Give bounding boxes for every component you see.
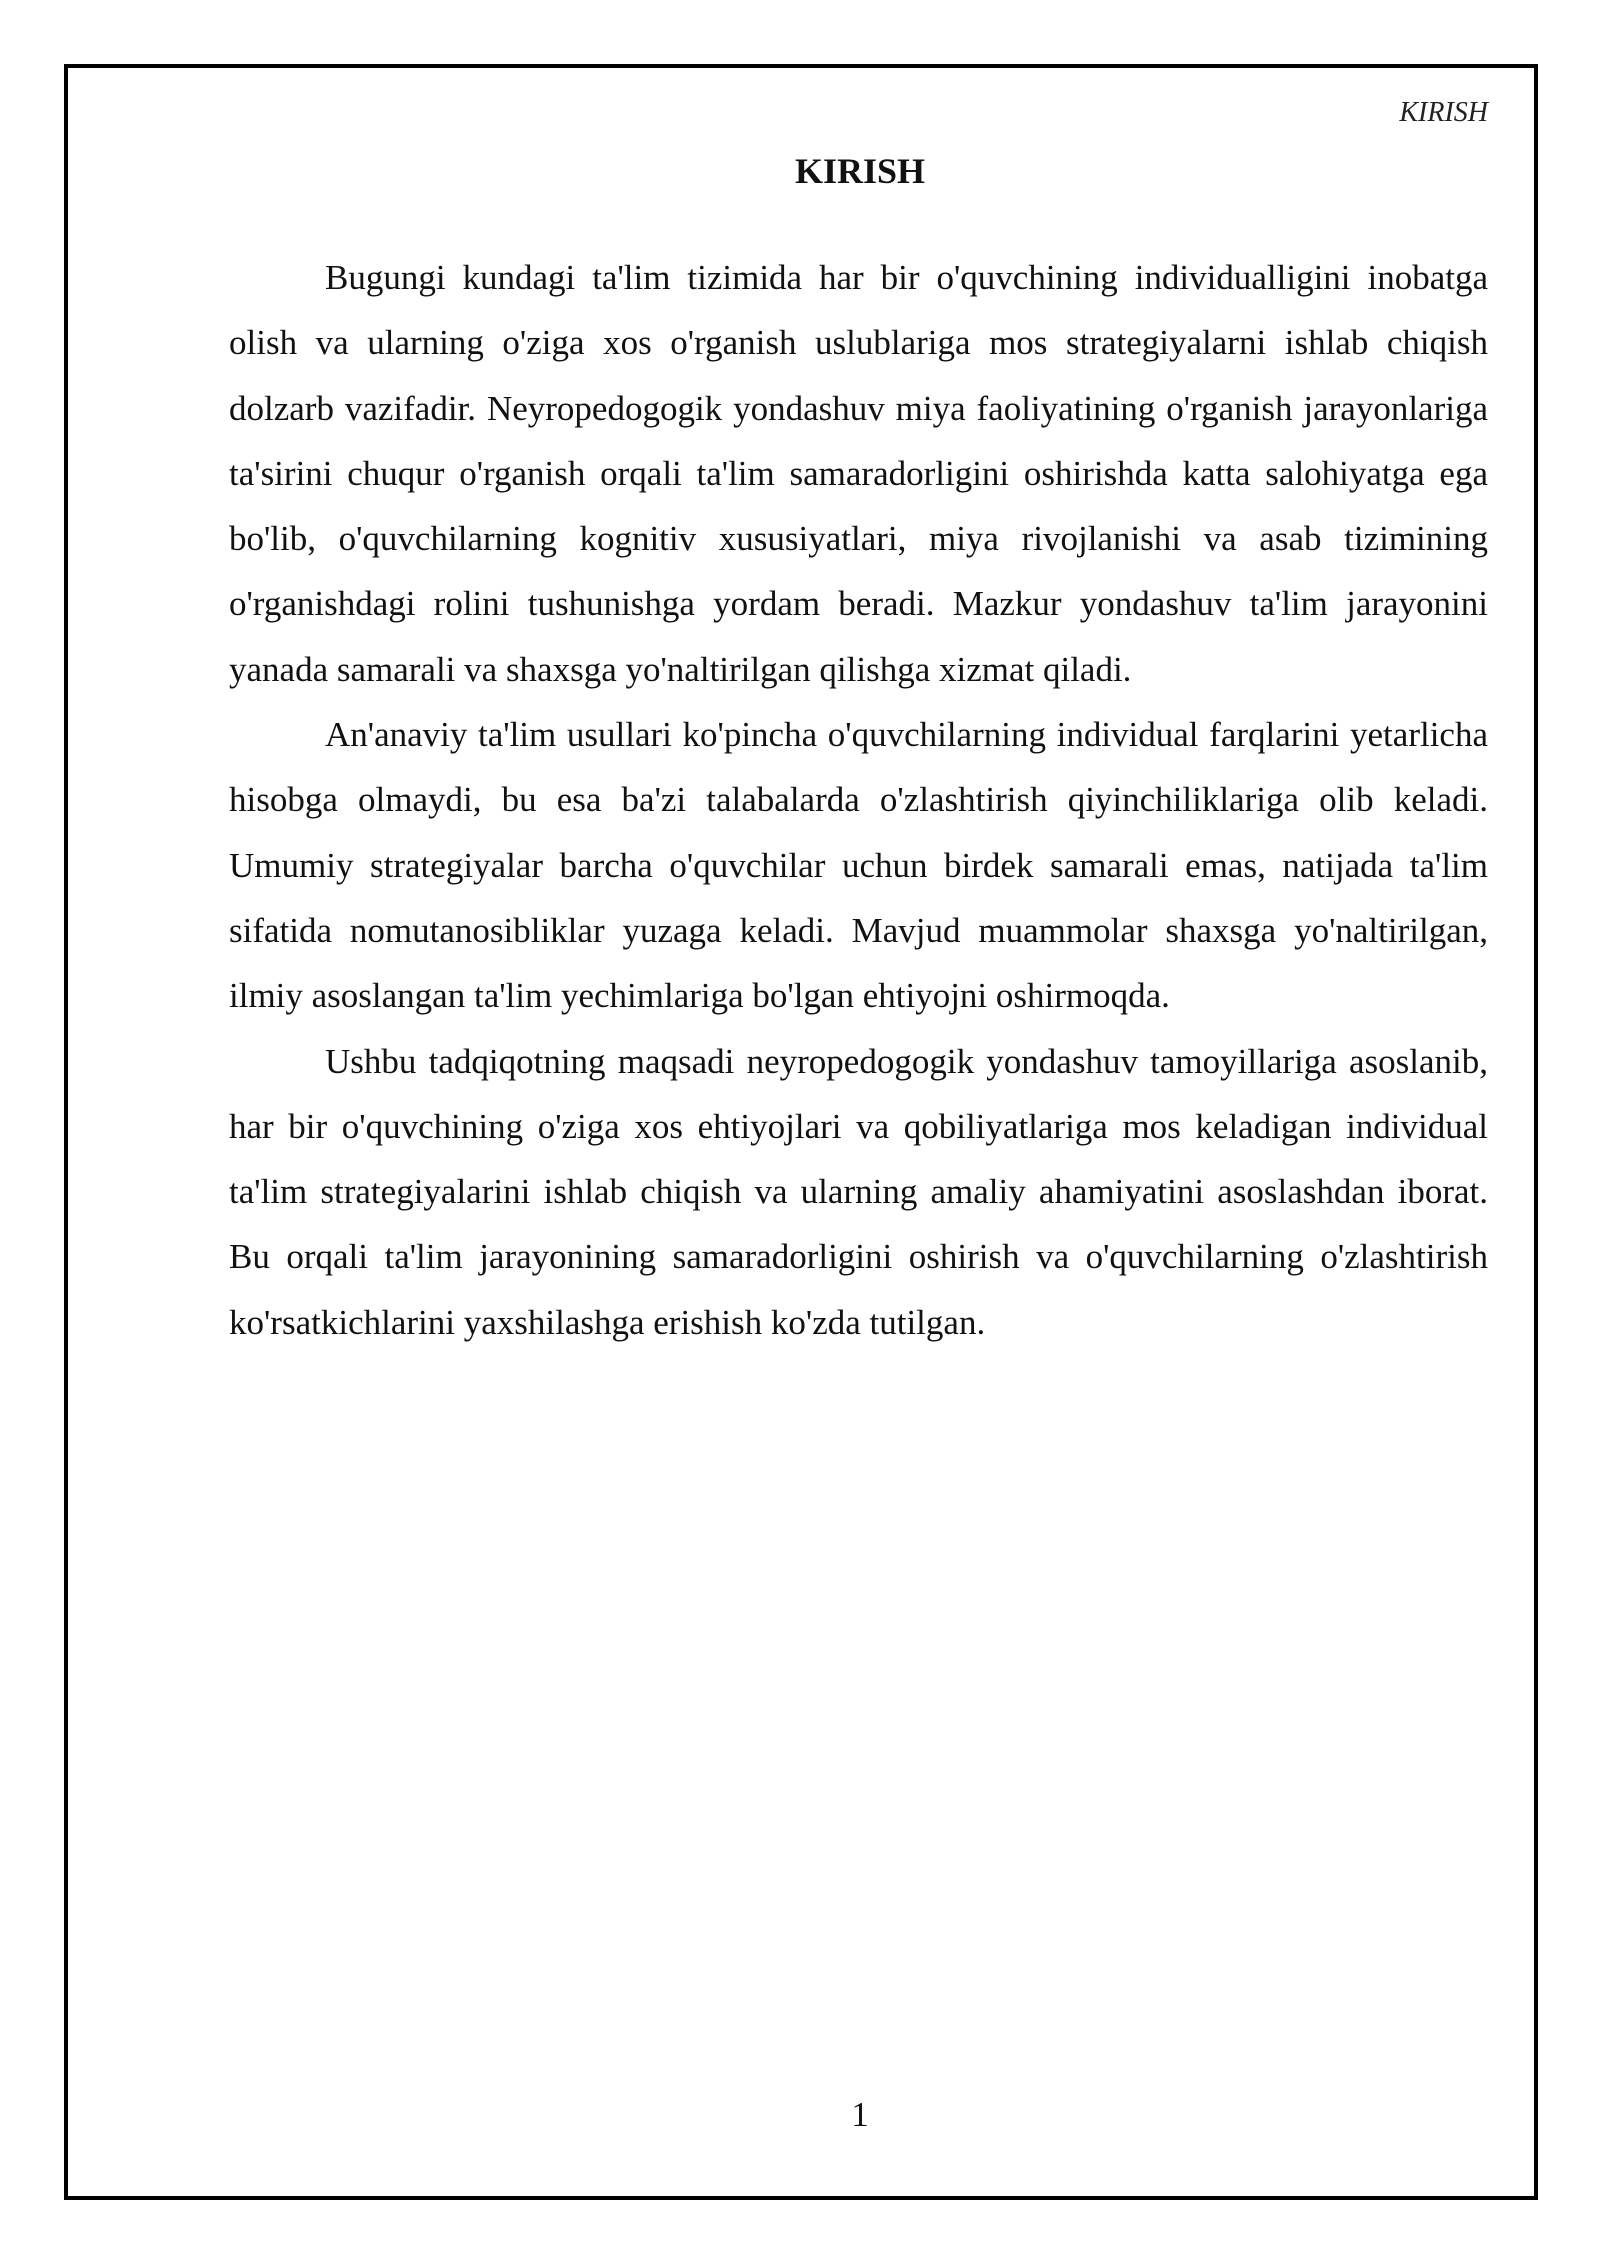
running-header: KIRISH (1399, 97, 1488, 128)
paragraph: Bugungi kundagi ta'lim tizimida har bir o'quvchining individualligini inobatga olish va ularning o'ziga xos o'rganish uslublariga mos strategiyalarni ishlab chiqish dolzarb vazifadir. Neyropedogogik yondashuv miya faoliyatining o'rganish jarayonlariga ta'sirini chuqur o'rganish orqali ta'lim samaradorligini oshirishda katta salohiyatga ega bo'lib, o'quvchilarning kognitiv xususiyatlari, miya rivojlanishi va asab tizimining o'rganishdagi rolini tushunishga yordam beradi. Mazkur yondashuv ta'lim jarayonini yanada samarali va shaxsga yo'naltirilgan qilishga xizmat qiladi. (229, 258, 1488, 689)
body-text (229, 245, 1488, 1355)
paragraph: An'anaviy ta'lim usullari ko'pincha o'quvchilarning individual farqlarini yetarlicha hisobga olmaydi, bu esa ba'zi talabalarda o'zlashtirish qiyinchiliklariga olib keladi. Umumiy strategiyalar barcha o'quvchilar uchun birdek samarali emas, natijada ta'lim sifatida nomutanosibliklar yuzaga keladi. Mavjud muammolar shaxsga yo'naltirilgan, ilmiy asoslangan ta'lim yechimlariga bo'lgan ehtiyojni oshirmoqda. (229, 715, 1488, 1016)
paragraph: Ushbu tadqiqotning maqsadi neyropedogogik yondashuv tamoyillariga asoslanib, har bir o'quvchining o'ziga xos ehtiyojlari va qobiliyatlariga mos keladigan individual ta'lim strategiyalarini ishlab chiqish va ularning amaliy ahamiyatini asoslashdan iborat. Bu orqali ta'lim jarayonining samaradorligini oshirish va o'quvchilarning o'zlashtirish ko'rsatkichlarini yaxshilashga erishish ko'zda tutilgan. (229, 1041, 1488, 1342)
page-number: 1 (851, 2095, 869, 2134)
section-title: KIRISH (794, 151, 926, 191)
